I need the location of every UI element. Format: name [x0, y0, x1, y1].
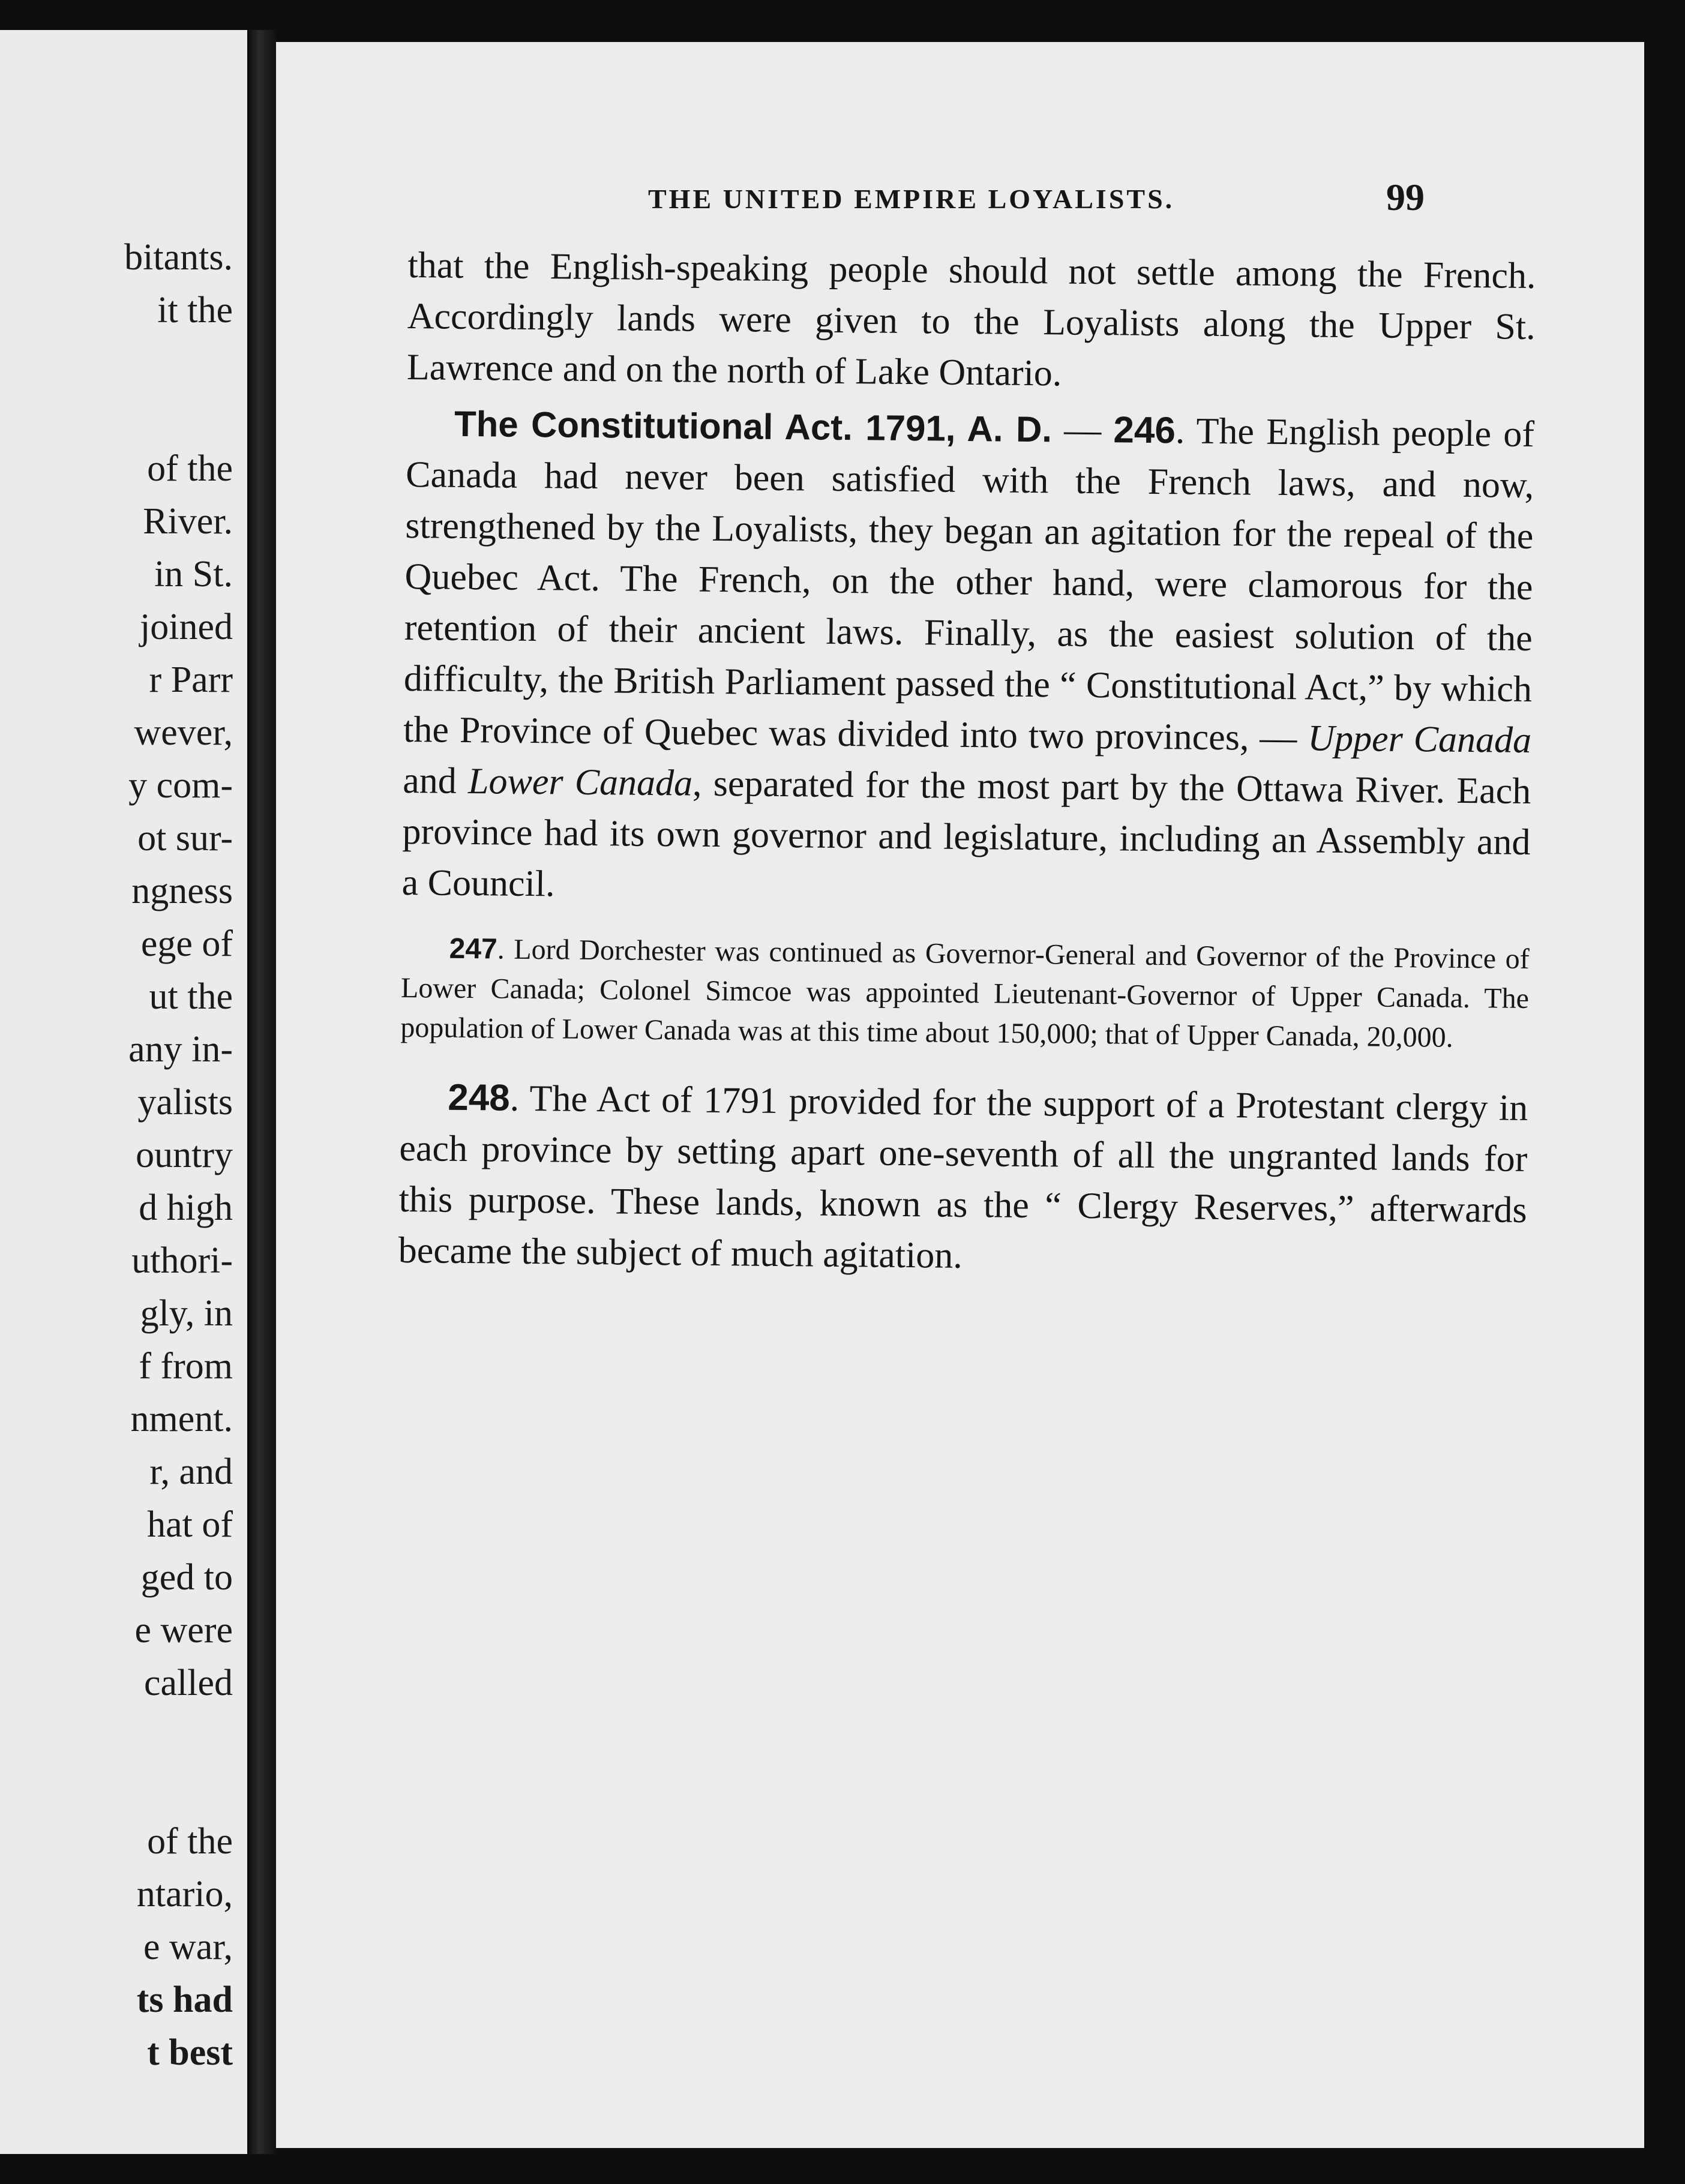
previous-page-line: hat of	[147, 1504, 233, 1545]
paragraph-247-text: . Lord Dorchester was continued as Governor-General and Governor of the Province of Lower Canada; Colonel Simcoe was appointed Lieutenant-Governor of Upper Canada. The population of Lower Canada was at this time about 150,000; that of Upper Canada, 20,000.	[400, 933, 1530, 1054]
paragraph-248	[398, 1072, 1528, 1287]
section-heading: The Constitutional Act. 1791, A. D.	[454, 403, 1053, 450]
conjunction: and	[403, 760, 469, 802]
paragraph-246-text-b: , separated for the most part by the Ottawa River. Each province had its own governor and legislature, including an Assembly and a Council.	[401, 763, 1531, 905]
previous-page-line: in St.	[154, 554, 233, 595]
previous-page-line: called	[143, 1663, 233, 1703]
previous-page-line: e war,	[143, 1927, 233, 1967]
previous-page-line: joined	[140, 607, 233, 647]
book-page	[276, 42, 1644, 2148]
lower-canada-term: Lower Canada	[467, 761, 693, 804]
paragraph-248-text: . The Act of 1791 provided for the support of a Protestant clergy in each province by setting apart one-seventh of all the ungranted lands for this purpose. These lands, known as the “ Clergy Reserves,” afterwards became the subject of much agitation.	[398, 1078, 1528, 1276]
previous-page-line: any in-	[128, 1029, 233, 1070]
previous-page-line	[0, 1709, 247, 1815]
previous-page-line: t best	[147, 2032, 233, 2073]
paragraph-intro: that the English-speaking people should not settle among the French. Accordingly lands were given to the Loyalists along the Upper St. Lawrence and on the north of Lake Ontario.	[406, 244, 1536, 394]
paragraph-246	[401, 398, 1534, 919]
previous-page-line: of the	[147, 1821, 233, 1862]
upper-canada-term: Upper Canada	[1308, 718, 1532, 761]
previous-page-line: ot sur-	[137, 818, 233, 859]
running-head: THE UNITED EMPIRE LOYALISTS.	[648, 184, 1175, 214]
previous-page-line	[0, 337, 247, 442]
previous-page-line: it the	[157, 290, 233, 331]
previous-page-line: e were	[134, 1610, 233, 1651]
paragraph-number-247: 247	[449, 932, 498, 965]
previous-page-line: f from	[139, 1346, 233, 1387]
paragraph-247-note	[400, 929, 1530, 1058]
previous-page-fragment	[0, 30, 247, 2154]
previous-page-line: ut the	[149, 976, 233, 1017]
previous-page-line: y com-	[128, 765, 233, 806]
paragraph-246-text-a: . The English people of Canada had never been satisfied with the French laws, and now, strengthened by the Loyalists, they began an agitation for the repeal of the Quebec Act. The French, on the other hand, were clamorous for the retention of their ancient laws. Finally, as the easiest solution of the difficulty, the British Parliament passed the “ Constitutional Act,” by which the Province of Quebec was divided into two provinces, —	[403, 410, 1535, 759]
previous-page-line: uthori-	[131, 1240, 233, 1281]
previous-page-line: nment.	[130, 1399, 233, 1439]
page-number: 99	[1386, 176, 1425, 218]
previous-page-line: ged to	[140, 1557, 233, 1598]
previous-page-line: yalists	[137, 1082, 233, 1123]
previous-page-line: ntario,	[136, 1874, 233, 1915]
previous-page-line: r, and	[149, 1451, 233, 1492]
previous-page-line: gly, in	[140, 1293, 233, 1334]
previous-page-text	[0, 231, 247, 2079]
previous-page-line: River.	[143, 501, 233, 542]
page-body	[398, 240, 1536, 1287]
heading-dash: —	[1051, 409, 1114, 451]
previous-page-line: r Parr	[149, 659, 233, 700]
previous-page-line: d high	[139, 1187, 233, 1228]
paragraph-number-248: 248	[447, 1076, 511, 1119]
previous-page-line: ts had	[136, 1979, 233, 2020]
book-gutter	[247, 30, 276, 2154]
previous-page-line: ege of	[140, 923, 233, 964]
previous-page-line: ngness	[131, 871, 233, 911]
previous-page-line: bitants.	[124, 237, 233, 278]
previous-page-line: wever,	[134, 712, 233, 753]
previous-page-line: of the	[147, 448, 233, 489]
previous-page-line: ountry	[136, 1135, 233, 1175]
paragraph-number-246: 246	[1113, 409, 1176, 452]
